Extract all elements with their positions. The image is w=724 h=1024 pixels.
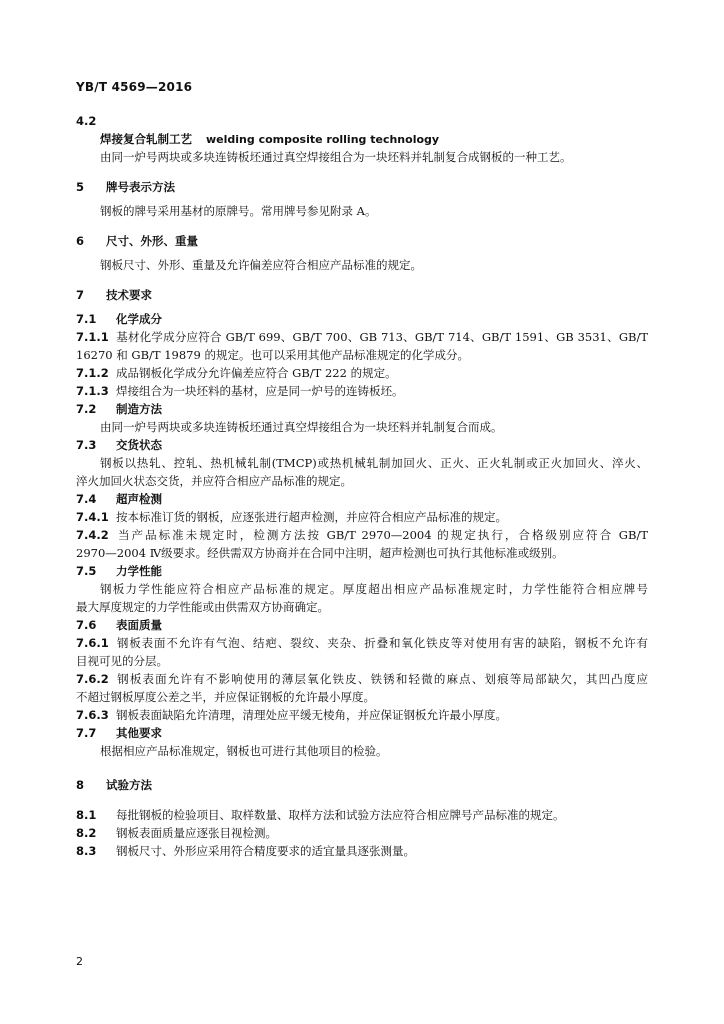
clause-7-6-1-line1: 7.6.1 钢板表面不允许有气泡、结疤、裂纹、夹杂、折叠和氧化铁皮等对使用有害的缺陷，钢板不允许有 <box>76 636 648 650</box>
clause-7-1-1-line1: 7.1.1 基材化学成分应符合 GB/T 699、GB/T 700、GB 713、GB/T 714、GB/T 1591、GB 3531、GB/T <box>76 330 648 344</box>
clause-7-1-2: 7.1.2 成品钢板化学成分允许偏差应符合 GB/T 222 的规定。 <box>76 366 397 380</box>
clause-7-6-3: 7.6.3 钢板表面缺陷允许清理，清理处应平缓无棱角，并应保证钢板允许最小厚度。 <box>76 708 507 722</box>
clause-7-5-line1: 钢板力学性能应符合相应产品标准的规定。厚度超出相应产品标准规定时，力学性能符合相应牌号 <box>100 582 648 596</box>
clause-7-4-1: 7.4.1 按本标准订货的钢板，应逐张进行超声检测，并应符合相应产品标准的规定。 <box>76 510 507 524</box>
clause-7-6-1-line2: 目视可见的分层。 <box>76 654 168 668</box>
clause-4-2-number: 4.2 <box>76 114 97 128</box>
clause-7-3-heading: 7.3 交货状态 <box>76 438 162 452</box>
document-body <box>76 112 648 860</box>
section-7-heading: 7 技术要求 <box>76 288 152 302</box>
clause-8-3: 8.3 钢板尺寸、外形应采用符合精度要求的适宜量具逐张测量。 <box>76 844 415 858</box>
clause-7-6-2-line2: 不超过钢板厚度公差之半，并应保证钢板的允许最小厚度。 <box>76 690 375 704</box>
clause-7-3-line1: 钢板以热轧、控轧、热机械轧制(TMCP)或热机械轧制加回火、正火、正火轧制或正火加回火、淬火、 <box>100 456 648 470</box>
clause-8-1: 8.1 每批钢板的检验项目、取样数量、取样方法和试验方法应符合相应牌号产品标准的规定。 <box>76 808 565 822</box>
clause-7-6-2-line1: 7.6.2 钢板表面允许有不影响使用的薄层氧化铁皮、铁锈和轻微的麻点、划痕等局部缺欠，其凹凸度应 <box>76 672 648 686</box>
clause-7-4-2-line2: 2970—2004 Ⅳ级要求。经供需双方协商并在合同中注明，超声检测也可执行其他标准或级别。 <box>76 546 564 560</box>
section-8-heading: 8 试验方法 <box>76 778 152 792</box>
standard-code-header: YB/T 4569—2016 <box>76 80 193 94</box>
clause-7-3-line2: 淬火加回火状态交货，并应符合相应产品标准的规定。 <box>76 474 352 488</box>
section-6-heading: 6 尺寸、外形、重量 <box>76 234 198 248</box>
clause-7-1-heading: 7.1 化学成分 <box>76 312 162 326</box>
clause-7-7-heading: 7.7 其他要求 <box>76 726 162 740</box>
clause-8-2: 8.2 钢板表面质量应逐张目视检测。 <box>76 826 277 840</box>
clause-4-2-term <box>76 130 648 148</box>
section-6-text: 钢板尺寸、外形、重量及允许偏差应符合相应产品标准的规定。 <box>100 258 422 272</box>
clause-7-4-2-line1: 7.4.2 当产品标准未规定时，检测方法按 GB/T 2970—2004 的规定执行，合格级别应符合 GB/T <box>76 528 648 542</box>
clause-4-2-definition: 由同一炉号两块或多块连铸板坯通过真空焊接组合为一块坯料并轧制复合成钢板的一种工艺。 <box>100 150 572 164</box>
section-5-text: 钢板的牌号采用基材的原牌号。常用牌号参见附录 A。 <box>100 204 377 218</box>
section-5-heading: 5 牌号表示方法 <box>76 180 175 194</box>
clause-7-7-text: 根据相应产品标准规定，钢板也可进行其他项目的检验。 <box>100 744 388 758</box>
clause-7-2-heading: 7.2 制造方法 <box>76 402 162 416</box>
term-english: welding composite rolling technology <box>206 133 440 146</box>
page-number: 2 <box>76 955 83 968</box>
clause-7-5-heading: 7.5 力学性能 <box>76 564 162 578</box>
clause-7-4-heading: 7.4 超声检测 <box>76 492 162 506</box>
clause-7-1-1-line2: 16270 和 GB/T 19879 的规定。也可以采用其他产品标准规定的化学成分。 <box>76 348 469 362</box>
clause-7-2-text: 由同一炉号两块或多块连铸板坯通过真空焊接组合为一块坯料并轧制复合而成。 <box>100 420 503 434</box>
clause-7-6-heading: 7.6 表面质量 <box>76 618 162 632</box>
clause-7-5-line2: 最大厚度规定的力学性能或由供需双方协商确定。 <box>76 600 329 614</box>
term-chinese: 焊接复合轧制工艺 <box>100 132 192 146</box>
clause-7-1-3: 7.1.3 焊接组合为一块坯料的基材，应是同一炉号的连铸板坯。 <box>76 384 404 398</box>
